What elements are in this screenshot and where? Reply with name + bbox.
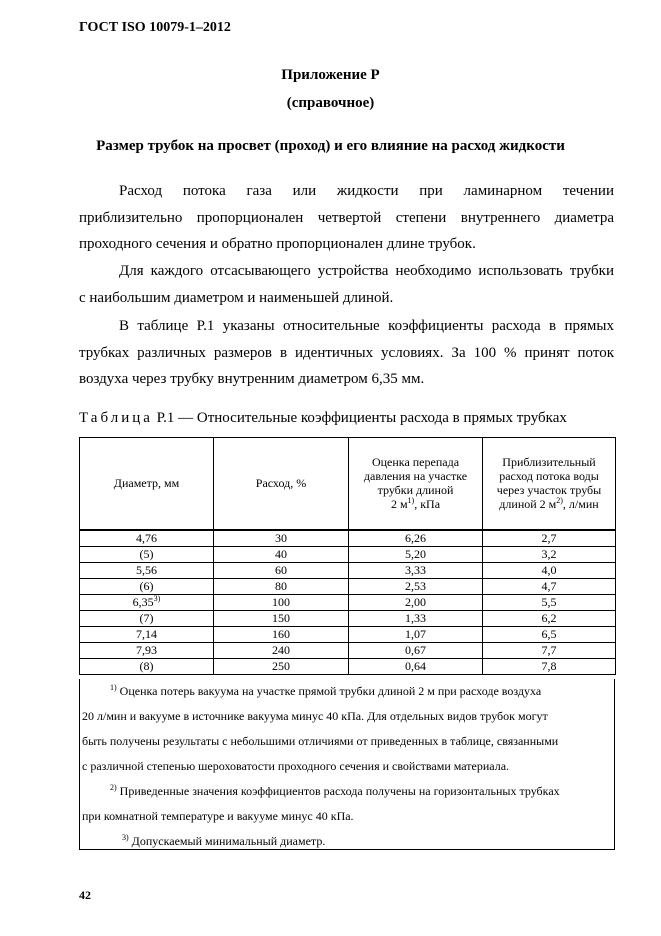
cell-pressure: 1,33	[349, 610, 483, 626]
cell-flow: 250	[214, 658, 349, 674]
header-pressure-unit: , кПа	[414, 497, 441, 512]
document-header: ГОСТ ISO 10079-1–2012	[79, 20, 231, 35]
cell-diameter	[80, 594, 214, 610]
footnote-text: Допускаемый минимальный диаметр.	[131, 834, 326, 848]
cell-text: (5)	[139, 547, 154, 561]
table-row	[80, 578, 616, 594]
cell-water: 5,5	[483, 594, 616, 610]
footnote-text: Оценка потерь вакуума на участке прямой трубки длиной 2 м при расходе воздуха	[119, 684, 542, 698]
paragraph-3	[79, 313, 614, 393]
cell-text: (6)	[139, 579, 154, 593]
flow-coefficients-table	[79, 437, 616, 675]
paragraph-2	[79, 258, 614, 311]
cell-diameter	[80, 530, 214, 547]
cell-diameter	[80, 546, 214, 562]
cell-water: 4,0	[483, 562, 616, 578]
table-row	[80, 546, 616, 562]
cell-diameter	[80, 642, 214, 658]
cell-text: 5,56	[136, 563, 157, 577]
table-caption	[79, 410, 567, 427]
header-diameter: Диаметр, мм	[80, 438, 214, 530]
cell-diameter	[80, 578, 214, 594]
cell-water: 7,7	[483, 642, 616, 658]
cell-diameter	[80, 626, 214, 642]
appendix-subtitle: (справочное)	[286, 95, 375, 111]
footnote-1-line: с различной степенью шероховатости проходного сечения и свойствами материала.	[82, 759, 510, 773]
header-pressure	[349, 438, 483, 530]
cell-water: 2,7	[483, 530, 616, 547]
cell-text: 7,14	[136, 627, 157, 641]
footnote-ref: 3)	[153, 594, 161, 603]
cell-text: 4,76	[136, 531, 157, 545]
cell-diameter	[80, 610, 214, 626]
cell-water: 4,7	[483, 578, 616, 594]
paragraph-line: с наибольшим диаметром и наименьшей длиной.	[79, 289, 394, 306]
cell-text: (8)	[139, 659, 154, 673]
paragraph-line: воздуха через трубку внутренним диаметром 6,35 мм.	[79, 371, 425, 387]
cell-pressure: 0,67	[349, 642, 483, 658]
footnote-ref: 2)	[556, 496, 563, 506]
paragraph-line: приблизительно пропорционален четвертой степени внутреннего диаметра	[79, 209, 614, 226]
page-number: 42	[79, 888, 91, 902]
header-water-text: Приблизительный расход потока воды через участок трубы длиной 2 м	[496, 455, 602, 512]
cell-water: 6,5	[483, 626, 616, 642]
cell-flow: 80	[214, 578, 349, 594]
appendix-heading: Размер трубок на просвет (проход) и его влияние на расход жидкости	[96, 138, 565, 154]
table-caption-text: Р.1 — Относительные коэффициенты расхода в прямых трубках	[152, 410, 567, 426]
table-row	[80, 594, 616, 610]
table-footnotes	[79, 679, 615, 850]
cell-flow: 100	[214, 594, 349, 610]
footnote-1-line: быть получены результаты с небольшими отличиями от приведенных в таблице, связанными	[82, 734, 559, 748]
cell-text: 7,93	[136, 643, 157, 657]
table-row	[80, 642, 616, 658]
cell-pressure: 1,07	[349, 626, 483, 642]
cell-flow: 40	[214, 546, 349, 562]
header-flow: Расход, %	[214, 438, 349, 530]
cell-flow: 160	[214, 626, 349, 642]
header-pressure-text: Оценка перепада давления на участке трубки длиной	[363, 455, 468, 498]
cell-text: 6,35	[132, 595, 154, 609]
table-row	[80, 610, 616, 626]
appendix-title: Приложение Р	[281, 67, 380, 83]
table-caption-label: Таблица	[79, 410, 153, 426]
cell-flow: 60	[214, 562, 349, 578]
paragraph-1	[79, 178, 614, 258]
paragraph-line: В таблице Р.1 указаны относительные коэффициенты расхода в прямых	[119, 318, 614, 334]
cell-water: 6,2	[483, 610, 616, 626]
footnote-ref: 1)	[407, 496, 415, 506]
footnote-marker: 1)	[110, 683, 117, 692]
footnote-3	[80, 829, 614, 854]
header-water-flow	[483, 438, 616, 530]
footnote-marker: 3)	[122, 833, 129, 842]
paragraph-line: Для каждого отсасывающего устройства необходимо использовать трубки	[119, 263, 614, 279]
cell-flow: 150	[214, 610, 349, 626]
footnote-1	[80, 679, 614, 704]
table-row	[80, 658, 616, 674]
footnote-2-line: при комнатной температуре и вакууме минус 40 кПа.	[82, 809, 354, 823]
paragraph-line: трубках различных размеров в идентичных условиях. За 100 % принят поток	[79, 344, 614, 361]
cell-pressure: 2,53	[349, 578, 483, 594]
cell-text: (7)	[139, 611, 154, 625]
cell-pressure: 0,64	[349, 658, 483, 674]
paragraph-line: проходного сечения и обратно пропорционален длине трубок.	[79, 236, 476, 252]
cell-pressure: 6,26	[349, 530, 483, 547]
footnote-text: Приведенные значения коэффициентов расхода получены на горизонтальных трубках	[119, 784, 560, 798]
cell-flow: 30	[214, 530, 349, 547]
cell-diameter	[80, 562, 214, 578]
header-water-unit: , л/мин	[562, 497, 599, 512]
cell-pressure: 2,00	[349, 594, 483, 610]
table-row	[80, 530, 616, 547]
cell-diameter	[80, 658, 214, 674]
table-header-row	[80, 438, 616, 530]
cell-pressure: 3,33	[349, 562, 483, 578]
footnote-1-line: 20 л/мин и вакууме в источнике вакуума минус 40 кПа. Для отдельных видов трубок могут	[82, 709, 548, 723]
footnote-2	[80, 779, 614, 804]
cell-water: 3,2	[483, 546, 616, 562]
table-row	[80, 626, 616, 642]
footnote-marker: 2)	[110, 783, 117, 792]
table-row	[80, 562, 616, 578]
paragraph-line: Расход потока газа или жидкости при ламинарном течении	[119, 183, 614, 199]
header-pressure-length: 2 м	[390, 497, 408, 512]
cell-pressure: 5,20	[349, 546, 483, 562]
cell-flow: 240	[214, 642, 349, 658]
cell-water: 7,8	[483, 658, 616, 674]
